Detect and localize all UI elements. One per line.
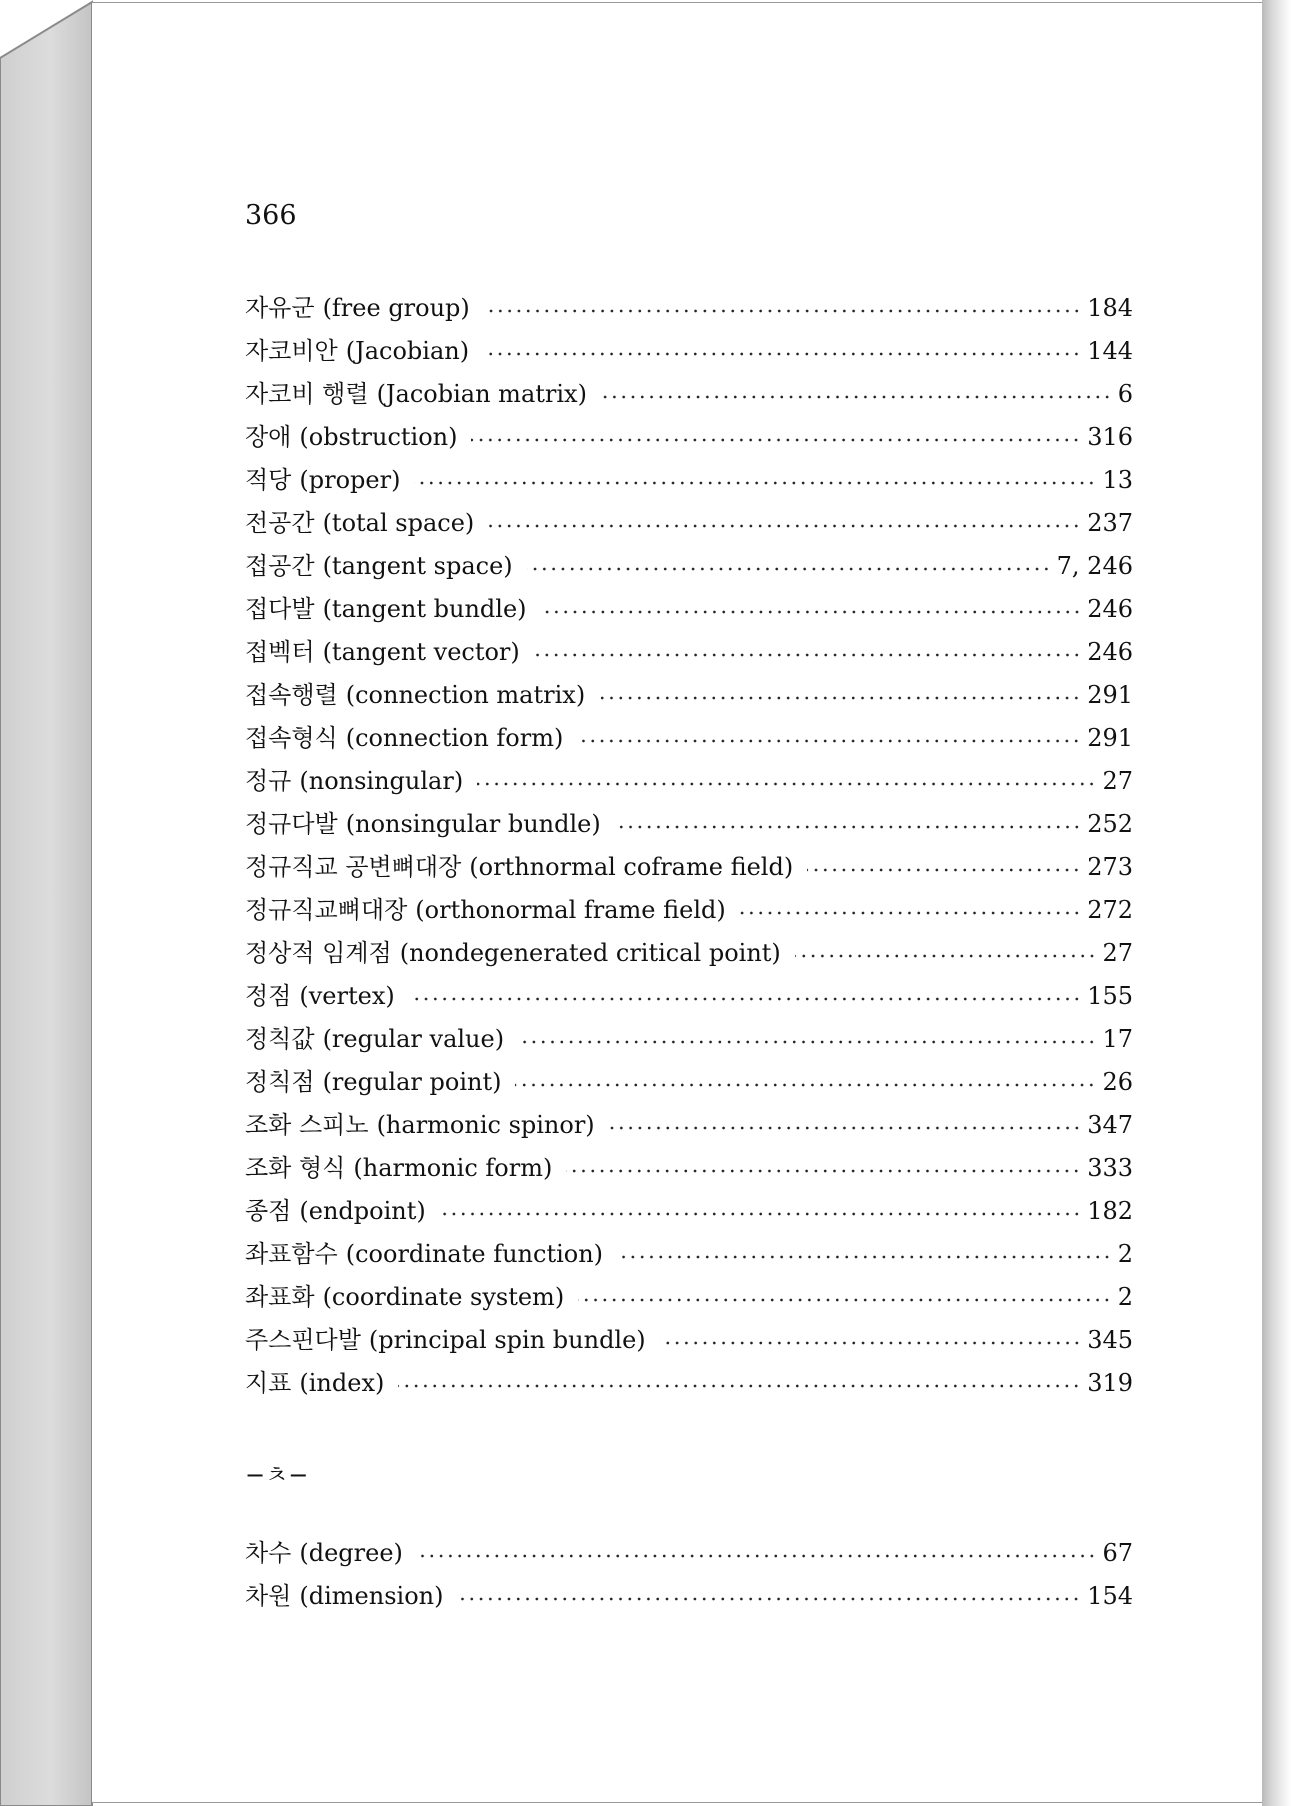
index-entry [245,1234,1133,1277]
entry-term [245,460,400,495]
entry-english-term: (tangent bundle) [322,595,527,623]
entry-korean-term: 정상적 임계점 [245,939,392,967]
index-entry [245,460,1133,503]
entry-page-reference: 155 [1087,982,1133,1010]
dot-leader [534,652,1081,658]
entry-english-term: (orthonormal frame field) [415,896,726,924]
index-entry [245,331,1133,374]
entry-korean-term: 접공간 [245,552,315,580]
index-entry [245,632,1133,675]
index-entry [245,1191,1133,1234]
dot-leader [518,1039,1096,1045]
page-edge-shadow [1262,0,1291,1806]
entry-english-term: (harmonic form) [353,1154,553,1182]
entry-term [245,417,457,452]
entry-english-term: (degree) [299,1539,403,1567]
entry-term [245,1234,603,1269]
index-entry [245,675,1133,718]
entry-term [245,1363,384,1398]
entry-korean-term: 정규직교 공변뼈대장 [245,853,462,881]
dot-leader [599,695,1081,701]
entry-page-reference: 246 [1087,638,1133,666]
entry-term [245,933,781,968]
entry-korean-term: 장애 [245,423,292,451]
index-entry [245,374,1133,417]
dot-leader [541,609,1082,615]
dot-leader [615,824,1081,830]
entry-term [245,1105,595,1140]
index-entry [245,718,1133,761]
entry-page-reference: 316 [1087,423,1133,451]
entry-term [245,976,395,1011]
entry-page-reference: 345 [1087,1326,1133,1354]
entry-page-reference: 182 [1087,1197,1133,1225]
entry-english-term: (tangent vector) [322,638,520,666]
entry-page-reference: 144 [1087,337,1133,365]
entry-english-term: (nonsingular bundle) [345,810,601,838]
dot-leader [609,1125,1082,1131]
entry-page-reference: 27 [1102,939,1133,967]
entry-term [245,589,527,624]
index-entry [245,503,1133,546]
book-spine [0,0,94,1806]
entry-english-term: (index) [299,1369,385,1397]
entry-korean-term: 좌표함수 [245,1240,338,1268]
entry-korean-term: 차원 [245,1582,292,1610]
entry-term [245,546,513,581]
entry-term [245,1320,646,1355]
entry-english-term: (proper) [299,466,401,494]
entry-page-reference: 154 [1087,1582,1133,1610]
index-entry [245,933,1133,976]
entry-page-reference: 6 [1117,380,1133,408]
entry-english-term: (coordinate system) [322,1283,565,1311]
entry-korean-term: 적당 [245,466,292,494]
entry-english-term: (regular value) [322,1025,505,1053]
entry-term [245,1062,501,1097]
entry-term [245,847,793,882]
entry-page-reference: 252 [1087,810,1133,838]
index-entry [245,804,1133,847]
index-entry [245,1363,1133,1406]
entry-korean-term: 종점 [245,1197,292,1225]
dot-leader [577,738,1081,744]
index-entry [245,546,1133,589]
section-heading: −ㅊ− [245,1461,309,1489]
entry-term [245,675,585,710]
index-entry [245,1148,1133,1191]
entry-korean-term: 접속행렬 [245,681,338,709]
index-entry [245,1576,1133,1619]
dot-leader [477,781,1096,787]
entry-english-term: (connection matrix) [345,681,586,709]
entry-term [245,374,587,409]
entry-korean-term: 자유군 [245,294,315,322]
entry-korean-term: 접벡터 [245,638,315,666]
entry-english-term: (nonsingular) [299,767,464,795]
entry-page-reference: 272 [1087,896,1133,924]
entry-english-term: (Jacobian matrix) [376,380,587,408]
index-entry [245,1062,1133,1105]
entry-term [245,331,469,366]
entry-page-reference: 347 [1087,1111,1133,1139]
entry-page-reference: 7, 246 [1056,552,1133,580]
entry-korean-term: 접속형식 [245,724,338,752]
entry-page-reference: 26 [1102,1068,1133,1096]
entry-term [245,1191,426,1226]
dot-leader [471,437,1081,443]
entry-english-term: (free group) [322,294,470,322]
entry-english-term: (regular point) [322,1068,502,1096]
entry-term [245,632,520,667]
dot-leader [617,1254,1112,1260]
entry-page-reference: 237 [1087,509,1133,537]
entry-english-term: (endpoint) [299,1197,426,1225]
dot-leader [566,1168,1081,1174]
index-entry [245,1320,1133,1363]
entry-term [245,503,474,538]
entry-page-reference: 2 [1117,1240,1133,1268]
entry-page-reference: 27 [1102,767,1133,795]
entry-page-reference: 2 [1117,1283,1133,1311]
entry-page-reference: 319 [1087,1369,1133,1397]
entry-korean-term: 주스핀다발 [245,1326,361,1354]
entry-term [245,1019,504,1054]
index-entry [245,847,1133,890]
index-entry [245,976,1133,1019]
entry-english-term: (obstruction) [299,423,458,451]
entry-english-term: (Jacobian) [345,337,470,365]
dot-leader [578,1297,1112,1303]
entry-korean-term: 정칙점 [245,1068,315,1096]
entry-korean-term: 차수 [245,1539,292,1567]
dot-leader [488,523,1081,529]
entry-korean-term: 자코비안 [245,337,338,365]
entry-korean-term: 정점 [245,982,292,1010]
index-entry [245,1533,1133,1576]
dot-leader [527,566,1051,572]
dot-leader [483,351,1081,357]
dot-leader [417,1553,1097,1559]
entry-korean-term: 좌표화 [245,1283,315,1311]
index-entry [245,1277,1133,1320]
dot-leader [409,996,1081,1002]
entry-korean-term: 자코비 행렬 [245,380,369,408]
entry-page-reference: 291 [1087,724,1133,752]
entry-english-term: (dimension) [299,1582,444,1610]
index-entry [245,1105,1133,1148]
entry-term [245,718,563,753]
entry-korean-term: 조화 형식 [245,1154,346,1182]
entry-page-reference: 291 [1087,681,1133,709]
entry-page-reference: 246 [1087,595,1133,623]
entry-term [245,890,726,925]
index-entry [245,589,1133,632]
entry-page-reference: 13 [1102,466,1133,494]
entry-korean-term: 정규직교뼈대장 [245,896,408,924]
dot-leader [398,1383,1081,1389]
entry-korean-term: 정규다발 [245,810,338,838]
entry-korean-term: 조화 스피노 [245,1111,369,1139]
entry-korean-term: 정규 [245,767,292,795]
page-number: 366 [245,200,297,231]
dot-leader [484,308,1081,314]
entry-page-reference: 184 [1087,294,1133,322]
dot-leader [457,1596,1081,1602]
entry-english-term: (vertex) [299,982,395,1010]
entry-page-reference: 67 [1102,1539,1133,1567]
entry-term [245,761,463,796]
index-entry [245,890,1133,933]
entry-page-reference: 273 [1087,853,1133,881]
entry-korean-term: 정칙값 [245,1025,315,1053]
dot-leader [515,1082,1096,1088]
dot-leader [660,1340,1082,1346]
index-entry [245,417,1133,460]
index-entry-list [245,288,1133,1406]
entry-term [245,1148,552,1183]
entry-term [245,1277,564,1312]
entry-english-term: (nondegenerated critical point) [399,939,781,967]
dot-leader [807,867,1081,873]
entry-english-term: (connection form) [345,724,564,752]
entry-korean-term: 접다발 [245,595,315,623]
entry-term [245,288,470,323]
entry-term [245,1576,443,1611]
entry-english-term: (tangent space) [322,552,513,580]
dot-leader [740,910,1081,916]
index-entry [245,1019,1133,1062]
dot-leader [440,1211,1081,1217]
dot-leader [795,953,1097,959]
entry-page-reference: 17 [1102,1025,1133,1053]
index-entry [245,761,1133,804]
entry-korean-term: 전공간 [245,509,315,537]
section-entry-list [245,1533,1133,1619]
entry-term [245,1533,403,1568]
entry-korean-term: 지표 [245,1369,292,1397]
entry-english-term: (principal spin bundle) [368,1326,646,1354]
entry-english-term: (harmonic spinor) [376,1111,595,1139]
entry-english-term: (coordinate function) [345,1240,604,1268]
dot-leader [414,480,1096,486]
entry-term [245,804,601,839]
dot-leader [601,394,1112,400]
index-entry [245,288,1133,331]
entry-english-term: (orthnormal coframe field) [469,853,794,881]
entry-page-reference: 333 [1087,1154,1133,1182]
entry-english-term: (total space) [322,509,475,537]
